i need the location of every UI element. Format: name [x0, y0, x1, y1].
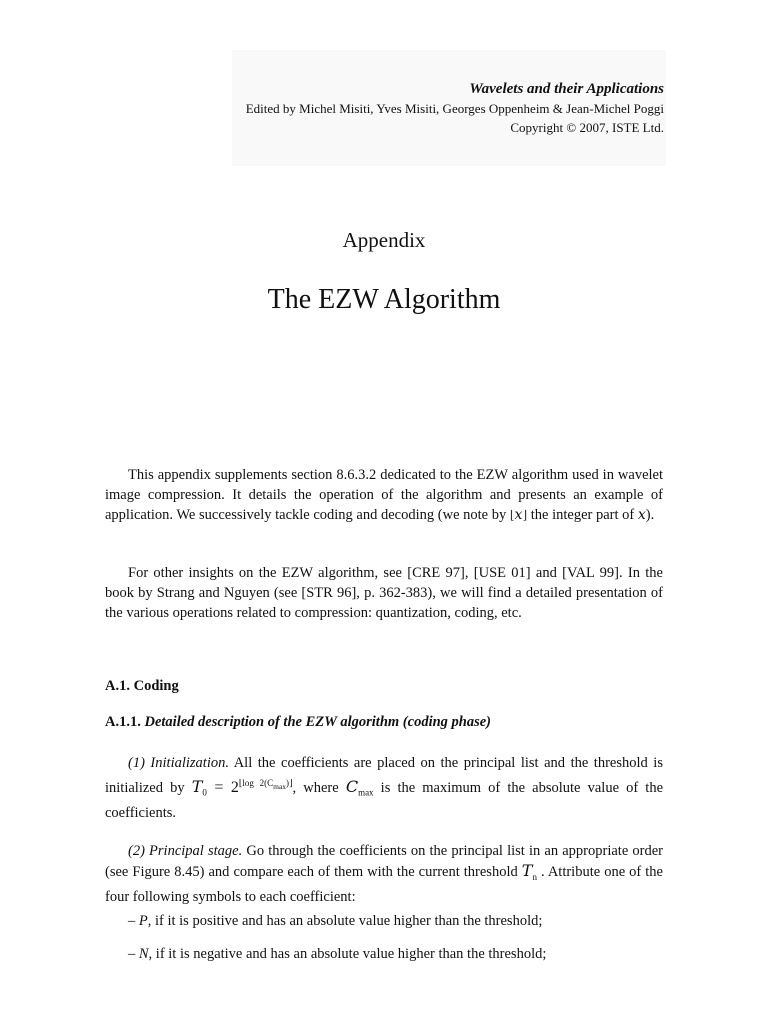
- insights-text: For other insights on the EZW algorithm, see [CRE 97], [USE 01] and [VAL 99]. In the book by Strang and Nguyen (see [STR 96], p. 362-383), we will find a detailed presentation of the various operations related to compression: quantization, coding, etc.: [105, 565, 663, 621]
- paragraph-initialization: [105, 753, 663, 823]
- intro-math-x: x: [514, 507, 523, 523]
- section-heading: A.1. Coding: [105, 678, 179, 694]
- intro-text: This appendix supplements section 8.6.3.2 dedicated to the EZW algorithm used in wavelet image compression. It details the operation of the algorithm and presents an example of application. We successively tackle coding and decoding (we note by: [105, 467, 663, 523]
- principal-text-b: . Attribute one of the four following symbols to each coefficient:: [105, 864, 663, 905]
- book-copyright: Copyright © 2007, ISTE Ltd.: [510, 120, 664, 135]
- t0-subscript: 0: [202, 787, 207, 798]
- list-item: [128, 944, 546, 964]
- t0-eq: = 2: [206, 778, 239, 796]
- tn-symbol: T: [521, 861, 533, 880]
- principal-text-a: Go through the coefficients on the principal list in an appropriate order (see Figure 8.45) and compare each of them with the current threshold: [105, 843, 663, 880]
- book-title: Wavelets and their Applications: [469, 81, 664, 97]
- floor-close: ⌋: [522, 508, 528, 522]
- appendix-label: Appendix: [342, 228, 426, 252]
- subsection-heading: [105, 714, 491, 731]
- bullet-symbol: P: [138, 913, 148, 929]
- bullet-dash: –: [128, 946, 139, 962]
- init-text-b: , where: [292, 779, 346, 796]
- book-header: [246, 79, 664, 137]
- intro-math-x2: x: [637, 507, 646, 523]
- t0-exponent-sub: max: [273, 781, 287, 791]
- bullet-symbol: N: [138, 946, 149, 962]
- t0-exponent: ⌊log 2(C: [238, 778, 274, 788]
- bullet-text: , if it is positive and has an absolute value higher than the threshold;: [147, 913, 543, 929]
- init-label: (1) Initialization.: [128, 755, 229, 771]
- bullet-text: , if it is negative and has an absolute value higher than the threshold;: [148, 946, 547, 962]
- subsection-number: A.1.1.: [105, 714, 141, 730]
- cmax-symbol: C: [345, 776, 359, 796]
- book-editors: Edited by Michel Misiti, Yves Misiti, Georges Oppenheim & Jean-Michel Poggi: [245, 101, 664, 116]
- tn-subscript: n: [532, 871, 537, 882]
- principal-label: (2) Principal stage.: [128, 843, 243, 859]
- paragraph-intro: [105, 465, 663, 525]
- chapter-title: The EZW Algorithm: [267, 284, 501, 315]
- paragraph-insights: [105, 563, 663, 623]
- t0-exponent-end: )⌋: [286, 778, 293, 788]
- cmax-subscript: max: [358, 787, 374, 798]
- intro-tail-b: ).: [645, 507, 655, 523]
- init-text-c: is the maximum of the absolute value of the coefficients.: [105, 779, 664, 821]
- floor-open: ⌊: [509, 508, 515, 522]
- t0-symbol: T: [191, 776, 203, 796]
- intro-tail-a: the integer part of: [527, 507, 638, 523]
- paragraph-principal-stage: [105, 841, 663, 907]
- subsection-title: Detailed description of the EZW algorithm (coding phase): [144, 714, 492, 730]
- list-item: [128, 911, 542, 931]
- init-text-a: All the coefficients are placed on the principal list and the threshold is initialized by: [105, 755, 663, 796]
- bullet-dash: –: [128, 913, 139, 929]
